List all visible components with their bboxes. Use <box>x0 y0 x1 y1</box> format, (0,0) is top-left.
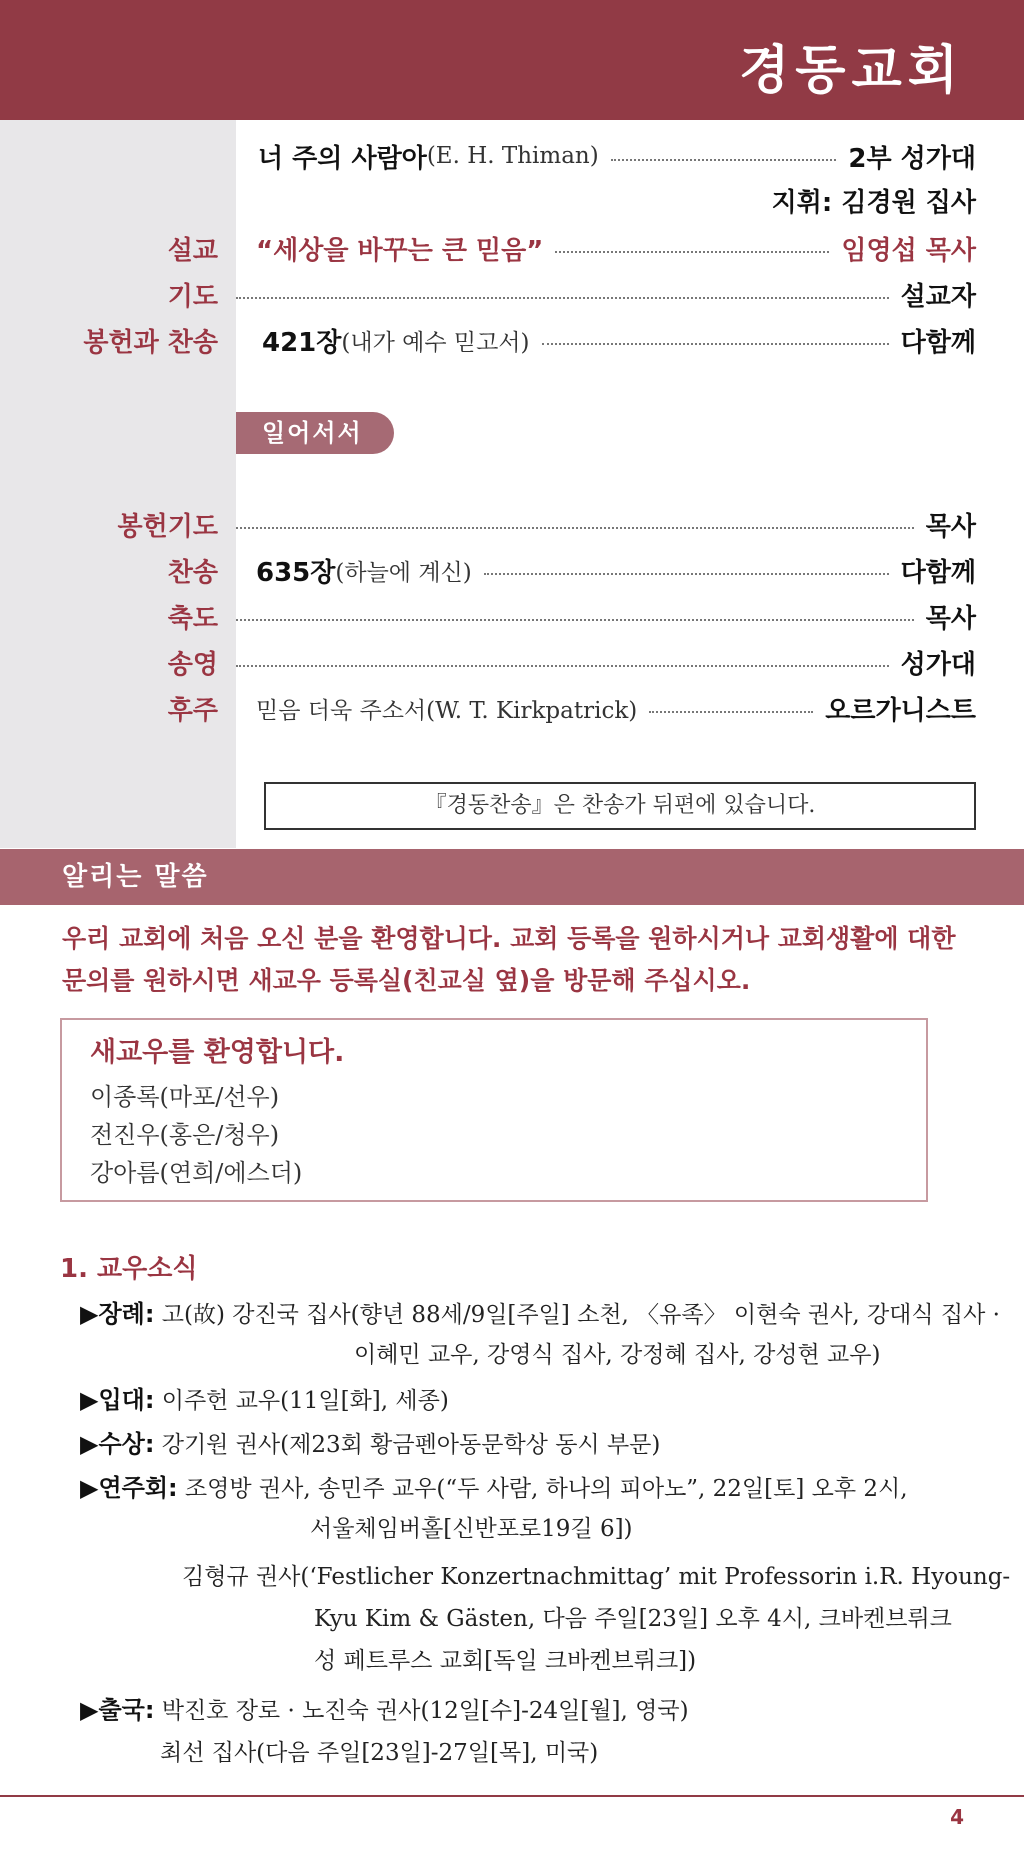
prayer-person: 설교자 <box>900 281 976 312</box>
news-text: 김형규 권사(‘Festlicher Konzertnachmittag’ mit Professorin i.R. Hyoung- <box>182 1564 1011 1590</box>
label-hymn: 찬송 <box>167 558 218 588</box>
section-title: 1. 교우소식 <box>60 1254 198 1284</box>
news-enlist <box>80 1380 449 1415</box>
label-prayer: 기도 <box>167 282 218 312</box>
prayer-row <box>236 274 976 314</box>
stand-up-label: 일어서서 <box>236 412 394 454</box>
welcome-line: 문의를 원하시면 새교우 등록실(친교실 옆)을 방문해 주십시오. <box>62 966 751 995</box>
new-member-name: 전진우(홍은/청우) <box>90 1121 280 1149</box>
offering-prayer-person: 목사 <box>925 511 976 542</box>
leader-dots <box>236 619 914 621</box>
leader-dots <box>484 573 889 575</box>
choir-composer: (E. H. Thiman) <box>426 143 599 169</box>
offering-row <box>236 320 976 360</box>
news-key: ▶수상: <box>80 1430 155 1458</box>
hymn-row <box>236 550 976 590</box>
choir-conductor-wrap <box>772 182 976 219</box>
welcome-line: 우리 교회에 처음 오신 분을 환영합니다. 교회 등록을 원하시거나 교회생활에 대한 <box>62 924 956 953</box>
news-text: 서울체임버홀[신반포로19길 6]) <box>310 1516 633 1542</box>
label-postlude: 후주 <box>167 696 218 726</box>
label-offering: 봉헌과 찬송 <box>83 328 218 358</box>
news-key: ▶연주회: <box>80 1474 178 1502</box>
news-key: ▶장례: <box>80 1300 155 1328</box>
page-number: 4 <box>950 1805 964 1829</box>
label-offering-prayer: 봉헌기도 <box>117 512 218 542</box>
label-sermon: 설교 <box>167 236 218 266</box>
label-response: 송영 <box>167 650 218 680</box>
footer-line <box>0 1795 1024 1797</box>
news-text: 최선 집사(다음 주일[23일]-27일[목], 미국) <box>160 1740 599 1766</box>
benediction-row <box>236 596 976 636</box>
news-text: 조영방 권사, 송민주 교우(“두 사람, 하나의 피아노”, 22일[토] 오후 2시, <box>184 1476 908 1502</box>
postlude-person: 오르가니스트 <box>825 695 976 726</box>
leader-dots <box>236 297 889 299</box>
news-award <box>80 1424 660 1459</box>
sermon-row <box>236 228 976 268</box>
news-key: ▶입대: <box>80 1386 155 1414</box>
leader-dots <box>555 251 829 253</box>
leader-dots <box>236 665 889 667</box>
response-row <box>236 642 976 682</box>
news-concert <box>80 1468 908 1503</box>
leader-dots <box>236 527 914 529</box>
news-text: 강기원 권사(제23회 황금펜아동문학상 동시 부문) <box>161 1432 661 1458</box>
hymn-person: 다함께 <box>900 557 976 588</box>
leader-dots <box>542 343 889 345</box>
offering-prayer-row <box>236 504 976 544</box>
church-name: 경동교회 <box>739 41 964 101</box>
leader-dots <box>649 711 813 713</box>
hymnal-note: 『경동찬송』은 찬송가 뒤편에 있습니다. <box>264 782 976 830</box>
announcements-title: 알리는 말씀 <box>62 862 209 892</box>
choir-performer: 2부 성가대 <box>848 143 976 174</box>
news-departure <box>80 1690 689 1725</box>
new-member-name: 강아름(연희/에스더) <box>90 1159 303 1187</box>
leader-dots <box>611 159 837 161</box>
sermon-speaker: 임영섭 목사 <box>841 235 976 266</box>
sermon-title: “세상을 바꾸는 큰 믿음” <box>256 235 544 266</box>
label-benediction: 축도 <box>167 604 218 634</box>
offering-hymn-title: (내가 예수 믿고서) <box>341 329 530 356</box>
choir-row <box>236 136 976 176</box>
choir-conductor: 지휘: 김경원 집사 <box>771 188 976 218</box>
news-text: 성 페트루스 교회[독일 크바켄브뤼크]) <box>314 1648 697 1674</box>
hymn-number: 635장 <box>256 557 336 588</box>
offering-person: 다함께 <box>900 327 976 358</box>
welcome-message <box>62 918 992 1002</box>
new-member-name: 이종록(마포/선우) <box>90 1083 280 1111</box>
benediction-person: 목사 <box>925 603 976 634</box>
choir-title: 너 주의 사람아 <box>258 143 427 174</box>
news-text: 고(故) 강진국 집사(향년 88세/9일[주일] 소천, 〈유족〉 이현숙 권사, 강대식 집사 · <box>161 1302 1000 1328</box>
news-text: 이혜민 교우, 강영식 집사, 강정혜 집사, 강성현 교우) <box>354 1342 881 1368</box>
news-key: ▶출국: <box>80 1696 155 1724</box>
news-funeral <box>80 1294 1000 1329</box>
new-members-title: 새교우를 환영합니다. <box>90 1037 345 1068</box>
postlude-row <box>236 688 976 728</box>
news-text: 이주헌 교우(11일[화], 세종) <box>161 1388 449 1414</box>
hymn-title: (하늘에 계신) <box>335 559 472 586</box>
news-text: 박진호 장로 · 노진숙 권사(12일[수]-24일[월], 영국) <box>161 1698 689 1724</box>
postlude-title: 믿음 더욱 주소서(W. T. Kirkpatrick) <box>256 697 638 724</box>
response-person: 성가대 <box>900 649 976 680</box>
offering-hymn-number: 421장 <box>262 327 342 358</box>
news-text: Kyu Kim & Gästen, 다음 주일[23일] 오후 4시, 크바켄브뤼크 <box>314 1606 952 1632</box>
